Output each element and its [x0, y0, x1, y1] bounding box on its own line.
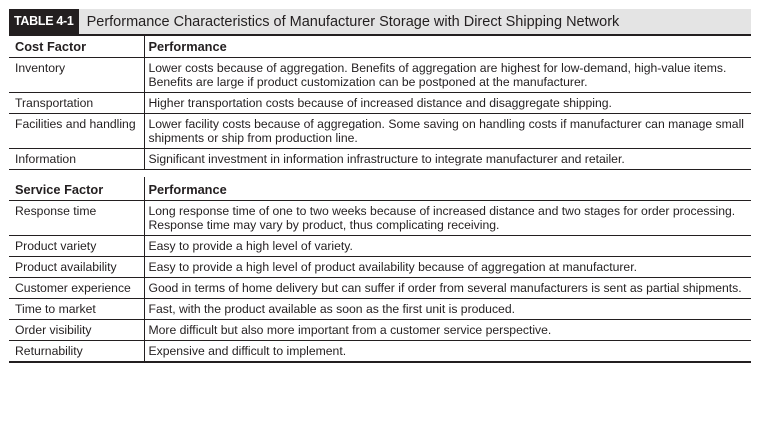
cost-factor-header: Cost Factor — [9, 36, 144, 58]
performance-cell: Fast, with the product available as soon as the first unit is produced. — [144, 299, 751, 320]
table-number-label: TABLE 4-1 — [9, 9, 79, 34]
table-row — [9, 201, 751, 236]
table-title-bar — [9, 9, 751, 36]
performance-cell: Easy to provide a high level of product availability because of aggregation at manufacturer. — [144, 257, 751, 278]
performance-table — [9, 36, 751, 363]
table-row — [9, 93, 751, 114]
table-title: Performance Characteristics of Manufacturer Storage with Direct Shipping Network — [86, 13, 620, 30]
service-header-row — [9, 177, 751, 201]
cost-factor-cell: Inventory — [9, 58, 144, 93]
cost-performance-header: Performance — [144, 36, 751, 58]
table-row — [9, 299, 751, 320]
table-row — [9, 114, 751, 149]
cost-factor-cell: Transportation — [9, 93, 144, 114]
service-factor-cell: Customer experience — [9, 278, 144, 299]
service-factor-cell: Order visibility — [9, 320, 144, 341]
table-row — [9, 149, 751, 170]
service-factor-cell: Product availability — [9, 257, 144, 278]
performance-cell: Good in terms of home delivery but can suffer if order from several manufacturers is sent as partial shipments. — [144, 278, 751, 299]
table-row — [9, 341, 751, 363]
table-row — [9, 320, 751, 341]
performance-cell: Significant investment in information infrastructure to integrate manufacturer and retailer. — [144, 149, 751, 170]
service-performance-header: Performance — [144, 177, 751, 201]
table-row — [9, 278, 751, 299]
performance-cell: Lower facility costs because of aggregation. Some saving on handling costs if manufacturer can manage small shipments or ship from production line. — [144, 114, 751, 149]
cost-header-row — [9, 36, 751, 58]
service-factor-cell: Time to market — [9, 299, 144, 320]
cost-factor-cell: Facilities and handling — [9, 114, 144, 149]
service-factor-header: Service Factor — [9, 177, 144, 201]
table-row — [9, 236, 751, 257]
service-factor-cell: Response time — [9, 201, 144, 236]
service-factor-cell: Returnability — [9, 341, 144, 363]
performance-cell: Lower costs because of aggregation. Benefits of aggregation are highest for low-demand, high-value items. Benefits are large if product customization can be postponed at the manufacturer. — [144, 58, 751, 93]
table-row — [9, 58, 751, 93]
table-container — [9, 9, 751, 363]
performance-cell: Easy to provide a high level of variety. — [144, 236, 751, 257]
performance-cell: Expensive and difficult to implement. — [144, 341, 751, 363]
performance-cell: Long response time of one to two weeks because of increased distance and two stages for order processing. Response time may vary by product, thus complicating receiving. — [144, 201, 751, 236]
performance-cell: Higher transportation costs because of increased distance and disaggregate shipping. — [144, 93, 751, 114]
cost-factor-cell: Information — [9, 149, 144, 170]
service-factor-cell: Product variety — [9, 236, 144, 257]
section-spacer — [9, 170, 751, 178]
table-row — [9, 257, 751, 278]
performance-cell: More difficult but also more important from a customer service perspective. — [144, 320, 751, 341]
